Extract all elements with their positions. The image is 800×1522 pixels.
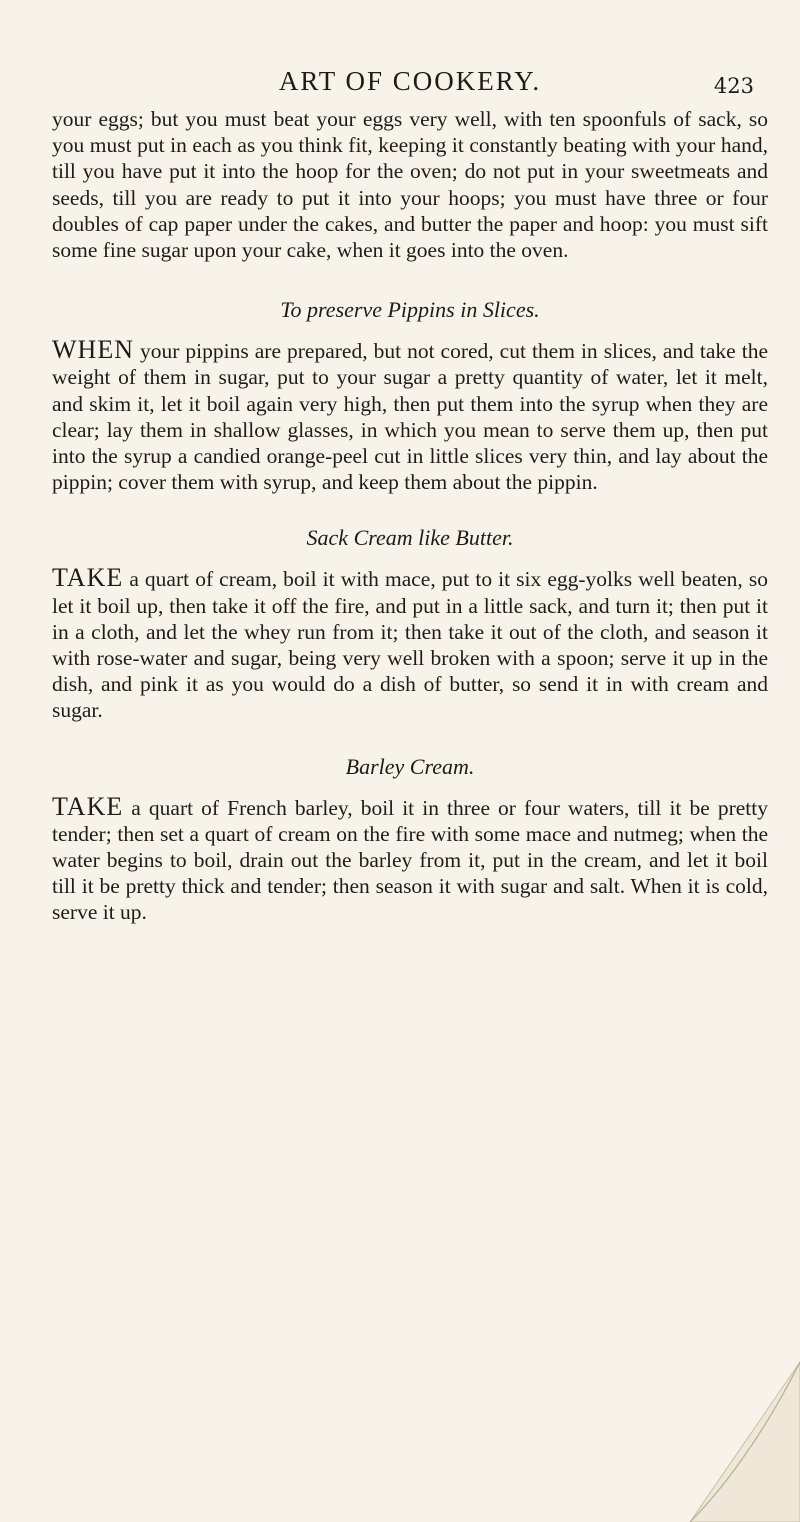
page-corner-fold <box>650 1342 800 1522</box>
recipe-text: a quart of French barley, boil it in three or four waters, till it be pretty tender; then set a quart of cream on the fire with some mace and nutmeg; when the water begins to boil, drain out the barley from it, put in the cream, and let it boil till it be pretty thick and tender; then season it with sugar and salt. When it is cold, serve it up. <box>52 795 768 925</box>
recipe-lead-word: TAKE <box>52 791 124 821</box>
running-head <box>52 66 768 100</box>
recipe-lead-word: WHEN <box>52 335 134 365</box>
recipe-body-pippins <box>52 337 768 495</box>
page-number: 423 <box>713 74 754 98</box>
recipe-heading-sack-cream: Sack Cream like Butter. <box>306 525 514 551</box>
intro-paragraph: your eggs; but you must beat your eggs very well, with ten spoonfuls of sack, so you must put in each as you think fit, keeping it constantly beating with your hand, till you have put it into the hoop for the oven; do not put in your sweetmeats and seeds, till you are ready to put it into your hoops; you must have three or four doubles of cap paper under the cakes, and butter the paper and hoop: you must sift some fine sugar upon your cake, when it goes into the oven. <box>52 107 768 263</box>
recipe-text: your pippins are prepared, but not cored, cut them in slices, and take the weight of them in sugar, put to your sugar a pretty quantity of water, let it melt, and skim it, let it boil again very high, then put them into the syrup when they are clear; lay them in shallow glasses, in which you mean to serve them up, then put into the syrup a candied orange-peel cut in little slices very thin, and lay about the pippin; cover them with syrup, and keep them about the pippin. <box>52 339 768 495</box>
recipe-heading-barley-cream: Barley Cream. <box>345 753 475 779</box>
recipe-lead-word: TAKE <box>52 563 124 593</box>
recipe-heading-pippins: To preserve Pippins in Slices. <box>280 297 540 323</box>
recipe-body-sack-cream <box>52 565 768 723</box>
recipe-text: a quart of cream, boil it with mace, put to it six egg-yolks well beaten, so let it boil up, then take it off the fire, and put in a little sack, and turn it; then put it in a cloth, and let the whey run from it; then take it out of the cloth, and season it with rose-water and sugar, being very well broken with a spoon; serve it up in the dish, and pink it as you would do a dish of butter, so send it in with cream and sugar. <box>52 567 768 723</box>
running-title: ART OF COOKERY. <box>278 66 542 96</box>
recipe-body-barley-cream <box>52 791 768 926</box>
